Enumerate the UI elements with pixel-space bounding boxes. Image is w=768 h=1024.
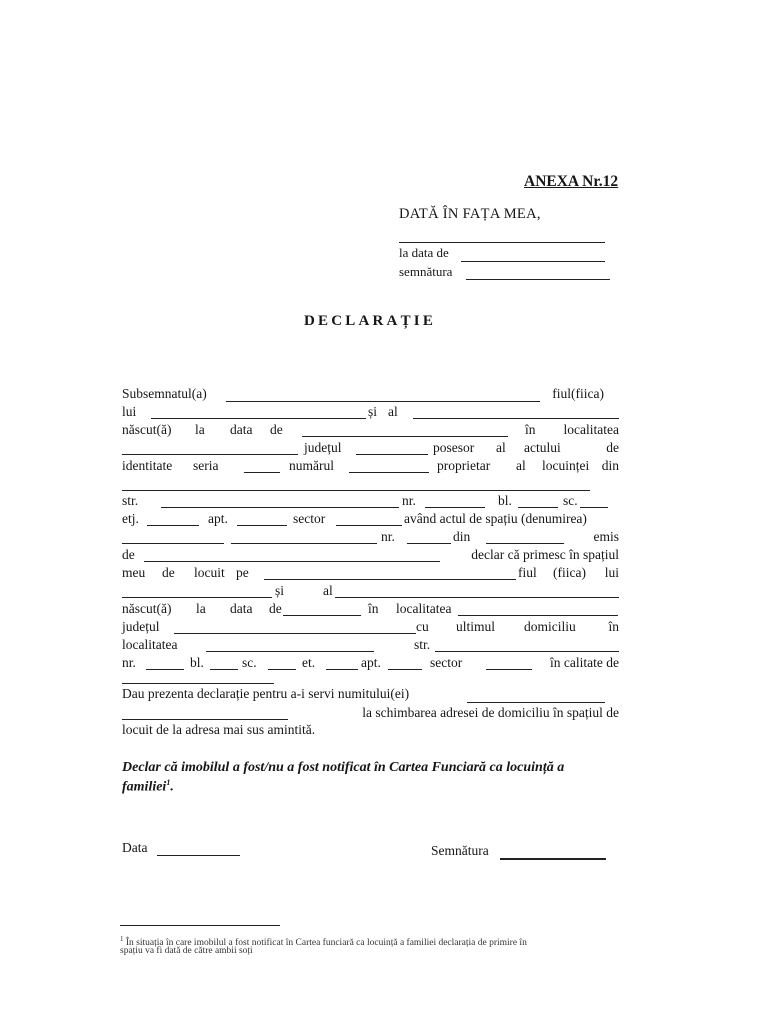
label-din-2: din — [453, 529, 471, 544]
hosted-birth-date-field[interactable] — [283, 615, 361, 616]
declarant-name-field[interactable] — [226, 401, 540, 402]
annex-number: ANEXA Nr.12 — [524, 173, 619, 190]
label-sector-2: sector — [430, 655, 463, 670]
previous-number-field[interactable] — [146, 669, 184, 670]
label-sc: sc. — [563, 493, 578, 508]
label-sector: sector — [293, 511, 326, 526]
label-judetul-2: județul — [122, 619, 160, 634]
label-bl-2: bl. — [190, 655, 204, 670]
label-locuintei: locuinței — [542, 458, 590, 473]
purpose-line-2: la schimbarea adresei de domiciliu în spațiul de — [362, 705, 619, 720]
label-bl: bl. — [498, 493, 512, 508]
official-date-field[interactable] — [461, 261, 605, 262]
hosted-father-field[interactable] — [122, 597, 272, 598]
signature-field[interactable] — [500, 858, 606, 860]
signature-label: Semnătura — [431, 843, 489, 858]
label-localitatea: localitatea — [563, 422, 619, 437]
label-din: din — [601, 458, 619, 473]
statement-familiei: familiei — [122, 779, 167, 795]
label-in: în — [525, 422, 536, 437]
label-fiul: fiul — [518, 565, 537, 580]
label-al: al — [388, 404, 398, 419]
label-et: et. — [302, 655, 316, 670]
hosted-person-name-field[interactable] — [264, 579, 516, 580]
issuer-field[interactable] — [144, 561, 440, 562]
label-nr-2: nr. — [381, 529, 395, 544]
label-de-2: de — [606, 440, 619, 455]
capacity-field[interactable] — [122, 683, 274, 684]
label-domiciliu: domiciliu — [524, 619, 576, 634]
label-nr: nr. — [402, 493, 416, 508]
previous-locality-field[interactable] — [206, 651, 374, 652]
label-apt: apt. — [208, 511, 228, 526]
label-de: de — [270, 422, 283, 437]
label-fiica: (fiica) — [553, 565, 586, 580]
label-de-5: de — [269, 601, 282, 616]
statement-footnote-ref: 1 — [166, 778, 171, 787]
label-si-2: și — [275, 583, 285, 598]
label-seria: seria — [193, 458, 219, 473]
label-emis: emis — [593, 529, 619, 544]
label-numarul: numărul — [289, 458, 334, 473]
label-de-3: de — [122, 547, 135, 562]
label-la: la — [195, 422, 205, 437]
footnote-line-2: spațiu va fi dată de către ambii soți — [120, 946, 253, 956]
footnote-separator — [120, 925, 280, 926]
label-de-4: de — [162, 565, 175, 580]
label-posesor: posesor — [433, 440, 475, 455]
street-field[interactable] — [161, 507, 399, 508]
label-proprietar: proprietar — [437, 458, 491, 473]
staircase-field[interactable] — [580, 507, 608, 508]
birth-county-field[interactable] — [356, 454, 428, 455]
label-meu: meu — [122, 565, 146, 580]
locality-field[interactable] — [122, 490, 590, 491]
footnote-number: 1 — [120, 935, 124, 943]
father-name-field[interactable] — [151, 418, 366, 419]
label-ultimul: ultimul — [456, 619, 496, 634]
label-la-2: la — [196, 601, 206, 616]
label-judetul: județul — [304, 440, 342, 455]
label-al-4: al — [323, 583, 333, 598]
previous-floor-field[interactable] — [326, 669, 358, 670]
label-subsemnatul: Subsemnatul(a) — [122, 386, 207, 401]
birth-place-field[interactable] — [122, 454, 298, 455]
previous-street-field[interactable] — [435, 651, 619, 652]
previous-sector-field[interactable] — [486, 669, 532, 670]
deed-date-field[interactable] — [486, 543, 564, 544]
previous-apartment-field[interactable] — [388, 669, 422, 670]
previous-block-field[interactable] — [210, 669, 238, 670]
official-signature-label: semnătura — [399, 264, 453, 279]
official-date-label: la data de — [399, 245, 449, 260]
label-actului: actului — [524, 440, 561, 455]
label-sc-2: sc. — [242, 655, 257, 670]
label-localitatea-3: localitatea — [122, 637, 178, 652]
label-in-calitate: în calitate de — [550, 655, 619, 670]
statement-line-2 — [122, 778, 619, 796]
statement-period: . — [170, 779, 174, 795]
footnote-text-1: În situația în care imobilul a fost notificat în Cartea funciară ca locuință a familiei declarația de primire în — [125, 938, 527, 949]
birth-date-field[interactable] — [302, 436, 508, 437]
label-localitatea-2: localitatea — [396, 601, 452, 616]
hosted-birth-place-field[interactable] — [458, 615, 618, 616]
label-nr-3: nr. — [122, 655, 136, 670]
label-in-2: în — [368, 601, 379, 616]
label-si: și — [368, 404, 378, 419]
beneficiary-field-2[interactable] — [122, 719, 288, 720]
floor-field[interactable] — [147, 525, 199, 526]
label-act-spatiu: având actul de spațiu (denumirea) — [404, 511, 587, 526]
label-nascut: născut(ă) — [122, 422, 172, 437]
label-declar-primesc: declar că primesc în spațiul — [471, 547, 619, 562]
label-lui: lui — [122, 404, 137, 419]
hosted-mother-field[interactable] — [335, 597, 619, 598]
deed-number-field[interactable] — [407, 543, 451, 544]
document-title: DECLARAȚIE — [304, 313, 437, 329]
hosted-county-field[interactable] — [174, 633, 416, 634]
purpose-line-1: Dau prezenta declarație pentru a-i servi numitului(ei) — [122, 686, 410, 701]
purpose-line-3: locuit de la adresa mai sus amintită. — [122, 722, 316, 737]
mother-name-field[interactable] — [413, 418, 619, 419]
label-cu: cu — [416, 619, 429, 634]
label-apt-2: apt. — [361, 655, 381, 670]
date-label: Data — [122, 840, 148, 855]
label-str-2: str. — [414, 637, 431, 652]
previous-staircase-field[interactable] — [268, 669, 296, 670]
label-data-2: data — [230, 601, 253, 616]
apartment-field[interactable] — [237, 525, 287, 526]
label-pe: pe — [236, 565, 249, 580]
deed-name-field[interactable] — [122, 543, 224, 544]
block-field[interactable] — [518, 507, 558, 508]
label-al-2: al — [496, 440, 506, 455]
label-in-3: în — [608, 619, 619, 634]
official-name-field[interactable] — [399, 242, 605, 243]
date-field[interactable] — [157, 855, 240, 856]
label-etaj: etj. — [122, 511, 139, 526]
label-data: data — [230, 422, 253, 437]
street-number-field[interactable] — [425, 507, 485, 508]
label-al-3: al — [516, 458, 526, 473]
statement-line-1: Declar că imobilul a fost/nu a fost notificat în Cartea Funciară ca locuință a — [122, 760, 565, 775]
label-lui-2: lui — [604, 565, 619, 580]
sector-field[interactable] — [336, 525, 402, 526]
form-row-16 — [122, 655, 619, 672]
given-before-me-label: DATĂ ÎN FAȚA MEA, — [399, 206, 541, 222]
deed-name-field-2[interactable] — [231, 543, 377, 544]
label-locuit: locuit — [194, 565, 225, 580]
official-signature-field[interactable] — [466, 279, 610, 280]
beneficiary-field[interactable] — [467, 702, 605, 703]
label-fiul-fiica: fiul(fiica) — [552, 386, 604, 401]
id-series-field[interactable] — [244, 472, 280, 473]
label-str: str. — [122, 493, 139, 508]
label-nascut-2: născut(ă) — [122, 601, 172, 616]
id-number-field[interactable] — [349, 472, 429, 473]
label-identitate: identitate — [122, 458, 173, 473]
